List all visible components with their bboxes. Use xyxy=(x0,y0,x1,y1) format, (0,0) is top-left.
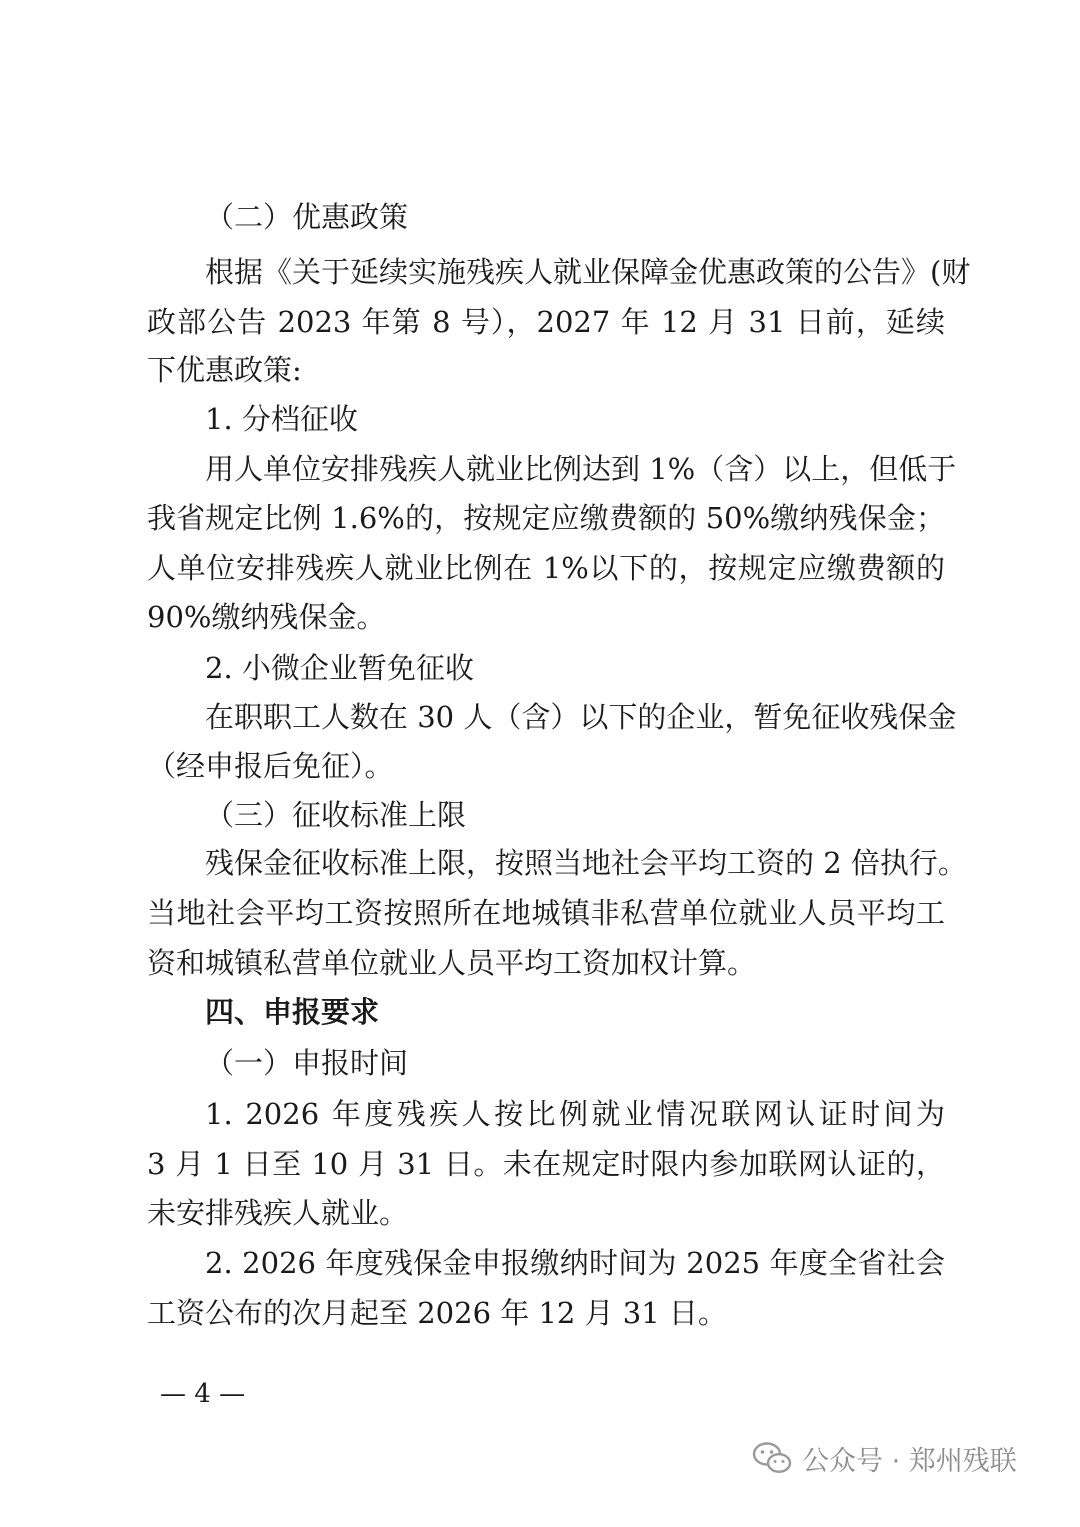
section-heading: （一）申报时间 xyxy=(205,1046,409,1080)
section-heading: （三）征收标准上限 xyxy=(205,798,467,832)
watermark xyxy=(752,1436,1017,1480)
paragraph-line: 我省规定比例 1.6%的，按规定应缴费额的 50%缴纳残保金； xyxy=(147,501,945,535)
paragraph-line: 3 月 1 日至 10 月 31 日。未在规定时限内参加联网认证的， xyxy=(147,1147,945,1181)
paragraph-line: 人单位安排残疾人就业比例在 1%以下的，按规定应缴费额的 xyxy=(147,551,945,585)
paragraph-line: 根据《关于延续实施残疾人就业保障金优惠政策的公告》(财 xyxy=(205,255,971,289)
chapter-heading: 四、申报要求 xyxy=(205,995,380,1029)
section-heading: （二）优惠政策 xyxy=(205,200,409,234)
paragraph-line: 残保金征收标准上限，按照当地社会平均工资的 2 倍执行。 xyxy=(205,846,967,880)
subsection-heading: 1. 分档征收 xyxy=(205,402,358,436)
paragraph-line: 当地社会平均工资按照所在地城镇非私营单位就业人员平均工 xyxy=(147,896,945,930)
paragraph-line: 下优惠政策: xyxy=(147,353,302,387)
paragraph-line: 政部公告 2023 年第 8 号），2027 年 12 月 31 日前，延续 xyxy=(147,305,945,339)
paragraph-line: （经申报后免征）。 xyxy=(147,749,394,783)
paragraph-line: 在职职工人数在 30 人（含）以下的企业，暂免征收残保金 xyxy=(205,700,957,734)
subsection-heading: 2. 小微企业暂免征收 xyxy=(205,651,474,685)
page-number: — 4 — xyxy=(160,1379,246,1409)
wechat-icon xyxy=(752,1441,792,1475)
paragraph-line: 1. 2026 年度残疾人按比例就业情况联网认证时间为 xyxy=(205,1097,945,1131)
paragraph-line: 资和城镇私营单位就业人员平均工资加权计算。 xyxy=(147,946,757,980)
paragraph-line: 用人单位安排残疾人就业比例达到 1%（含）以上，但低于 xyxy=(205,452,957,486)
paragraph-line: 未安排残疾人就业。 xyxy=(147,1196,409,1230)
paragraph-line: 工资公布的次月起至 2026 年 12 月 31 日。 xyxy=(147,1296,727,1330)
paragraph-line: 90%缴纳残保金。 xyxy=(147,600,386,634)
paragraph-line: 2. 2026 年度残保金申报缴纳时间为 2025 年度全省社会 xyxy=(205,1246,945,1280)
watermark-text: 公众号 · 郑州残联 xyxy=(802,1445,1017,1477)
